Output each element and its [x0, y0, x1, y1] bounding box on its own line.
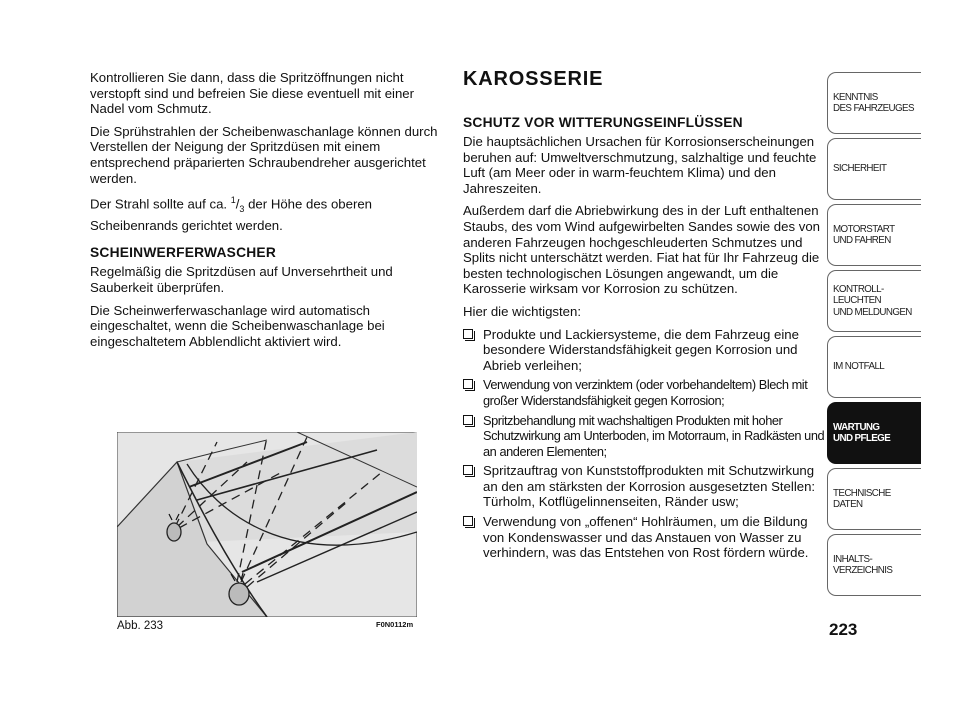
- list-item: [463, 413, 828, 460]
- list-item: [463, 327, 828, 374]
- checkbox-bullet-icon: [463, 415, 473, 425]
- tab-label: MOTORSTART UND FAHREN: [833, 223, 895, 246]
- list-item-text: Spritzauftrag von Kunststoffprodukten mit Schutzwirkung an den am stärksten der Korrosion ausgesetzten Stellen: Türholm, Kotflügelinnenseiten, Ränder usw;: [483, 463, 816, 510]
- left-column: [90, 70, 442, 356]
- tab-kenntnis[interactable]: [827, 72, 921, 134]
- tab-label: INHALTS- VERZEICHNIS: [833, 553, 893, 576]
- list-item: [463, 514, 828, 561]
- checkbox-bullet-icon: [463, 379, 473, 389]
- tab-technische-daten[interactable]: [827, 468, 921, 530]
- page-number: 223: [829, 620, 858, 639]
- fraction-denominator: 3: [239, 204, 245, 215]
- spray-height-text-before: Der Strahl sollte auf ca.: [90, 196, 231, 212]
- tab-sicherheit[interactable]: [827, 138, 921, 200]
- checkbox-bullet-icon: [463, 516, 473, 526]
- headlamp-nozzle-paragraph: Regelmäßig die Spritzdüsen auf Unversehrtheit und Sauberkeit überprüfen.: [90, 264, 393, 295]
- spray-height-paragraph: [90, 193, 442, 233]
- spray-height-text-after: der Höhe des oberen Scheibenrands gerichtet werden.: [90, 196, 373, 233]
- list-item-text: Verwendung von verzinktem (oder vorbehandeltem) Blech mit großer Widerstandsfähigkeit gegen Korrosion;: [483, 377, 808, 408]
- figure-caption: Abb. 233: [117, 620, 164, 632]
- windscreen-washer-illustration: [117, 432, 417, 617]
- right-column: [463, 68, 828, 565]
- chapter-tabs: [827, 72, 921, 600]
- tab-label: KENNTNIS DES FAHRZEUGES: [833, 91, 914, 114]
- figure-windscreen-washer: [117, 432, 417, 617]
- section-subtitle: SCHUTZ VOR WITTERUNGSEINFLÜSSEN: [463, 115, 743, 130]
- tab-motorstart[interactable]: [827, 204, 921, 266]
- spray-adjust-paragraph: Die Sprühstrahlen der Scheibenwaschanlage können durch Verstellen der Neigung der Spritzdüsen mit einem entsprechend präparierten Schraubendreher ausgerichtet werden.: [90, 123, 438, 186]
- list-item-text: Verwendung von „offenen“ Hohlräumen, um die Bildung von Kondenswasser und das Anstauen von Wasser zu verhindern, was das Entstehen von Rost fördern würde.: [483, 514, 809, 561]
- figure-code: F0N0112m: [376, 620, 414, 629]
- tab-label: KONTROLL- LEUCHTEN UND MELDUNGEN: [833, 283, 912, 318]
- list-intro: Hier die wichtigsten:: [463, 303, 582, 319]
- list-item: [463, 463, 828, 510]
- tab-wartung-active[interactable]: [827, 402, 921, 464]
- fraction-slash: /: [235, 196, 240, 212]
- protection-list: [463, 327, 828, 561]
- checkbox-bullet-icon: [463, 329, 473, 339]
- headlamp-washer-heading: SCHEINWERFERWASCHER: [90, 245, 276, 261]
- list-item: [463, 377, 828, 408]
- tab-label: WARTUNG UND PFLEGE: [833, 421, 891, 444]
- tab-inhaltsverzeichnis[interactable]: [827, 534, 921, 596]
- fraction-numerator: 1: [230, 195, 236, 206]
- corrosion-causes-paragraph: Die hauptsächlichen Ursachen für Korrosionserscheinungen beruhen auf: Umweltverschmutzung, salzhaltige und feuchte Luft (am Meer oder in warm-feuchtem Klima) und den Jahreszeiten.: [463, 134, 817, 196]
- nozzle-check-paragraph: Kontrollieren Sie dann, dass die Spritzöffnungen nicht verstopft sind und befreien Sie diese eventuell mit einer Nadel vom Schmutz.: [90, 70, 415, 117]
- checkbox-bullet-icon: [463, 465, 473, 475]
- list-item-text: Spritzbehandlung mit wachshaltigen Produkten mit hoher Schutzwirkung am Unterboden, im Motorraum, in Radkästen und an anderen Elementen;: [483, 412, 825, 459]
- tab-kontrollleuchten[interactable]: [827, 270, 921, 332]
- headlamp-auto-paragraph: Die Scheinwerferwaschanlage wird automatisch eingeschaltet, wenn die Scheibenwaschanlage bei eingeschaltetem Abblendlicht aktiviert wird.: [90, 302, 385, 349]
- list-item-text: Produkte und Lackiersysteme, die dem Fahrzeug eine besondere Widerstandsfähigkeit gegen Korrosion und Abrieb verleihen;: [483, 326, 799, 373]
- tab-label: IM NOTFALL: [833, 361, 885, 373]
- abrasion-paragraph: Außerdem darf die Abriebwirkung des in der Luft enthaltenen Staubs, des vom Wind aufgewirbelten Sandes sowie des von anderen Fahrzeugen hochgeschleuderten Schmutzes und Splits nicht unterschätzt werden. Fiat hat für Ihr Fahrzeug die besten technologischen Lösungen angewandt, um die Karosserie wirksam vor Korrosion zu schützen.: [463, 203, 820, 297]
- page-title: KAROSSERIE: [463, 68, 604, 90]
- tab-label: TECHNISCHE DATEN: [833, 487, 891, 510]
- tab-label: SICHERHEIT: [833, 163, 887, 175]
- tab-im-notfall[interactable]: [827, 336, 921, 398]
